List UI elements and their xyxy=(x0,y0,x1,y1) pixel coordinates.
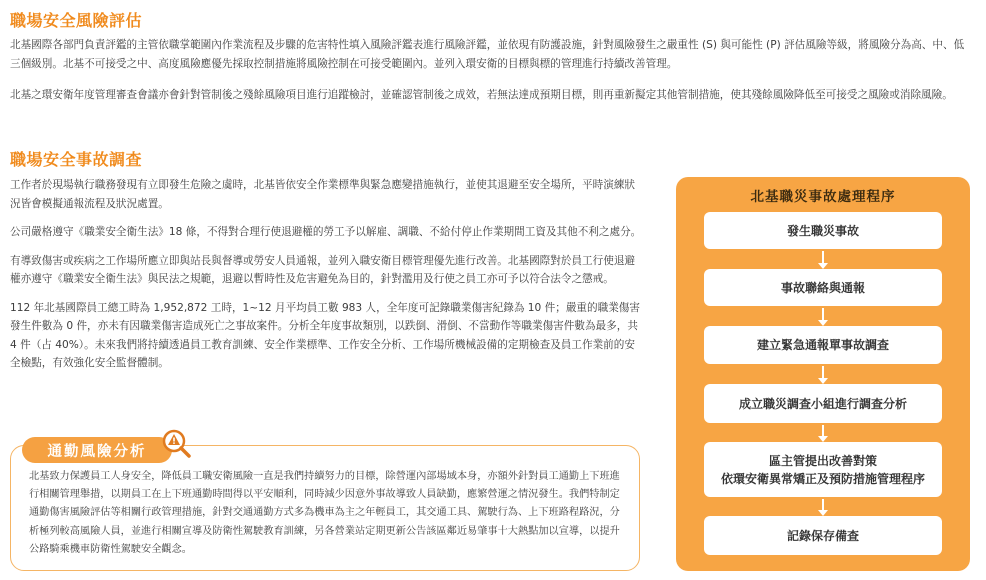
flow-step: 建立緊急通報單事故調查 xyxy=(704,326,942,364)
section-title-incident-investigation: 職場安全事故調查 xyxy=(10,150,143,169)
flow-step: 記錄保存備查 xyxy=(704,516,942,555)
commute-risk-text: 北基致力保護員工人身安全，降低員工職安衛風險一直是我們持續努力的目標，除營運內部場域本身，亦額外針對員工通勤上下班進行相關管理舉措，以期員工在上下班通勤時間得以平安順利，同時減少因意外事故導致人員缺勤，應繁營運之情況發生。我們特制定通勤傷害風險評估等相關行政管理措施，針對交通通勤方式多為機車為主之年輕員工，其交通工具、駕駛行為、上下班路程路況，分析極列較高風險人員，並進行相關宣導及防衛性駕駛教育訓練，另各營業站定期更新公告該區鄰近易肇事十大熱點加以宣導，以提升公路騎乘機車防衛性駕駛安全觀念。 xyxy=(29,471,620,555)
risk-assessment-paragraph: 北基之環安衛年度管理審查會議亦會針對管制後之殘餘風險項目進行追蹤檢討，並確認管制後之成效，若無法達成預期目標，則再重新擬定其他管制措施，使其殘餘風險降低至可接受之風險或消除風險。 xyxy=(10,89,953,101)
magnifier-warning-icon xyxy=(160,427,192,459)
incident-paragraph: 112 年北基國際員工總工時為 1,952,872 工時，1~12 月平均員工數 983 人，全年度可記錄職業傷害紀錄為 10 件；嚴重的職業傷害發生件數為 0 件，亦未有因職業傷害造成死亡之事故案件。分析全年度事故類別，以跌倒、滑倒、不當動作等職業傷害件數為最多，共 4 件（占 40%）。未來我們將持續透過員工教育訓練、安全作業標準、工作安全分析、工作場所機械設備的定期檢查及員工作業前的安全檢點，有效強化安全監督體制。 xyxy=(10,301,640,369)
flow-step: 區主管提出改善對策 依環安衛異常矯正及預防措施管理程序 xyxy=(704,442,942,497)
flow-arrow xyxy=(822,366,824,380)
commute-risk-title: 通勤風險分析 xyxy=(22,437,172,463)
flow-step: 事故聯絡與通報 xyxy=(704,269,942,306)
flow-step: 發生職災事故 xyxy=(704,212,942,249)
section-title-risk-assessment: 職場安全風險評估 xyxy=(10,11,143,30)
flow-arrow xyxy=(822,425,824,438)
flow-arrow xyxy=(822,308,824,322)
commute-risk-box xyxy=(10,445,640,571)
incident-procedure-flow xyxy=(676,177,970,571)
flow-step: 成立職災調查小組進行調查分析 xyxy=(704,384,942,423)
flow-arrow xyxy=(822,499,824,512)
incident-paragraph: 工作者於現場執行職務發現有立即發生危險之虞時，北基皆依安全作業標準與緊急應變措施執行，並使其退避至安全場所，平時演練狀況皆會模擬通報流程及狀況處置。 xyxy=(10,179,636,210)
risk-assessment-paragraph: 北基國際各部門負責評鑑的主管依職掌範圍內作業流程及步驟的危害特性填入風險評鑑表進行風險評鑑，並依現有防護設施，針對風險發生之嚴重性 (S) 與可能性 (P) 評估風險等級，將風險分為高、中、低三個級別。北基不可接受之中、高度風險應優先採取控制措施將風險控制在可接受範圍內。並列入環安衛的目標與標的管理進行持續改善管理。 xyxy=(10,39,965,70)
incident-investigation-body xyxy=(10,176,642,383)
incident-paragraph: 有導致傷害或疾病之工作場所應立即與站長與督導或勞安人員通報，並列入職安衛目標管理優先進行改善。北基國際對於員工行使退避權亦遵守《職業安全衛生法》與民法之規範，退避以暫時性及危害避免為目的，針對濫用及行使之員工亦可予以符合法令之懲戒。 xyxy=(10,254,636,285)
flow-arrow xyxy=(822,251,824,265)
incident-paragraph: 公司嚴格遵守《職業安全衛生法》18 條，不得對合理行使退避權的勞工予以解雇、調職、不給付停止作業期間工資及其他不利之處分。 xyxy=(10,226,642,238)
flow-title: 北基職災事故處理程序 xyxy=(750,189,896,205)
